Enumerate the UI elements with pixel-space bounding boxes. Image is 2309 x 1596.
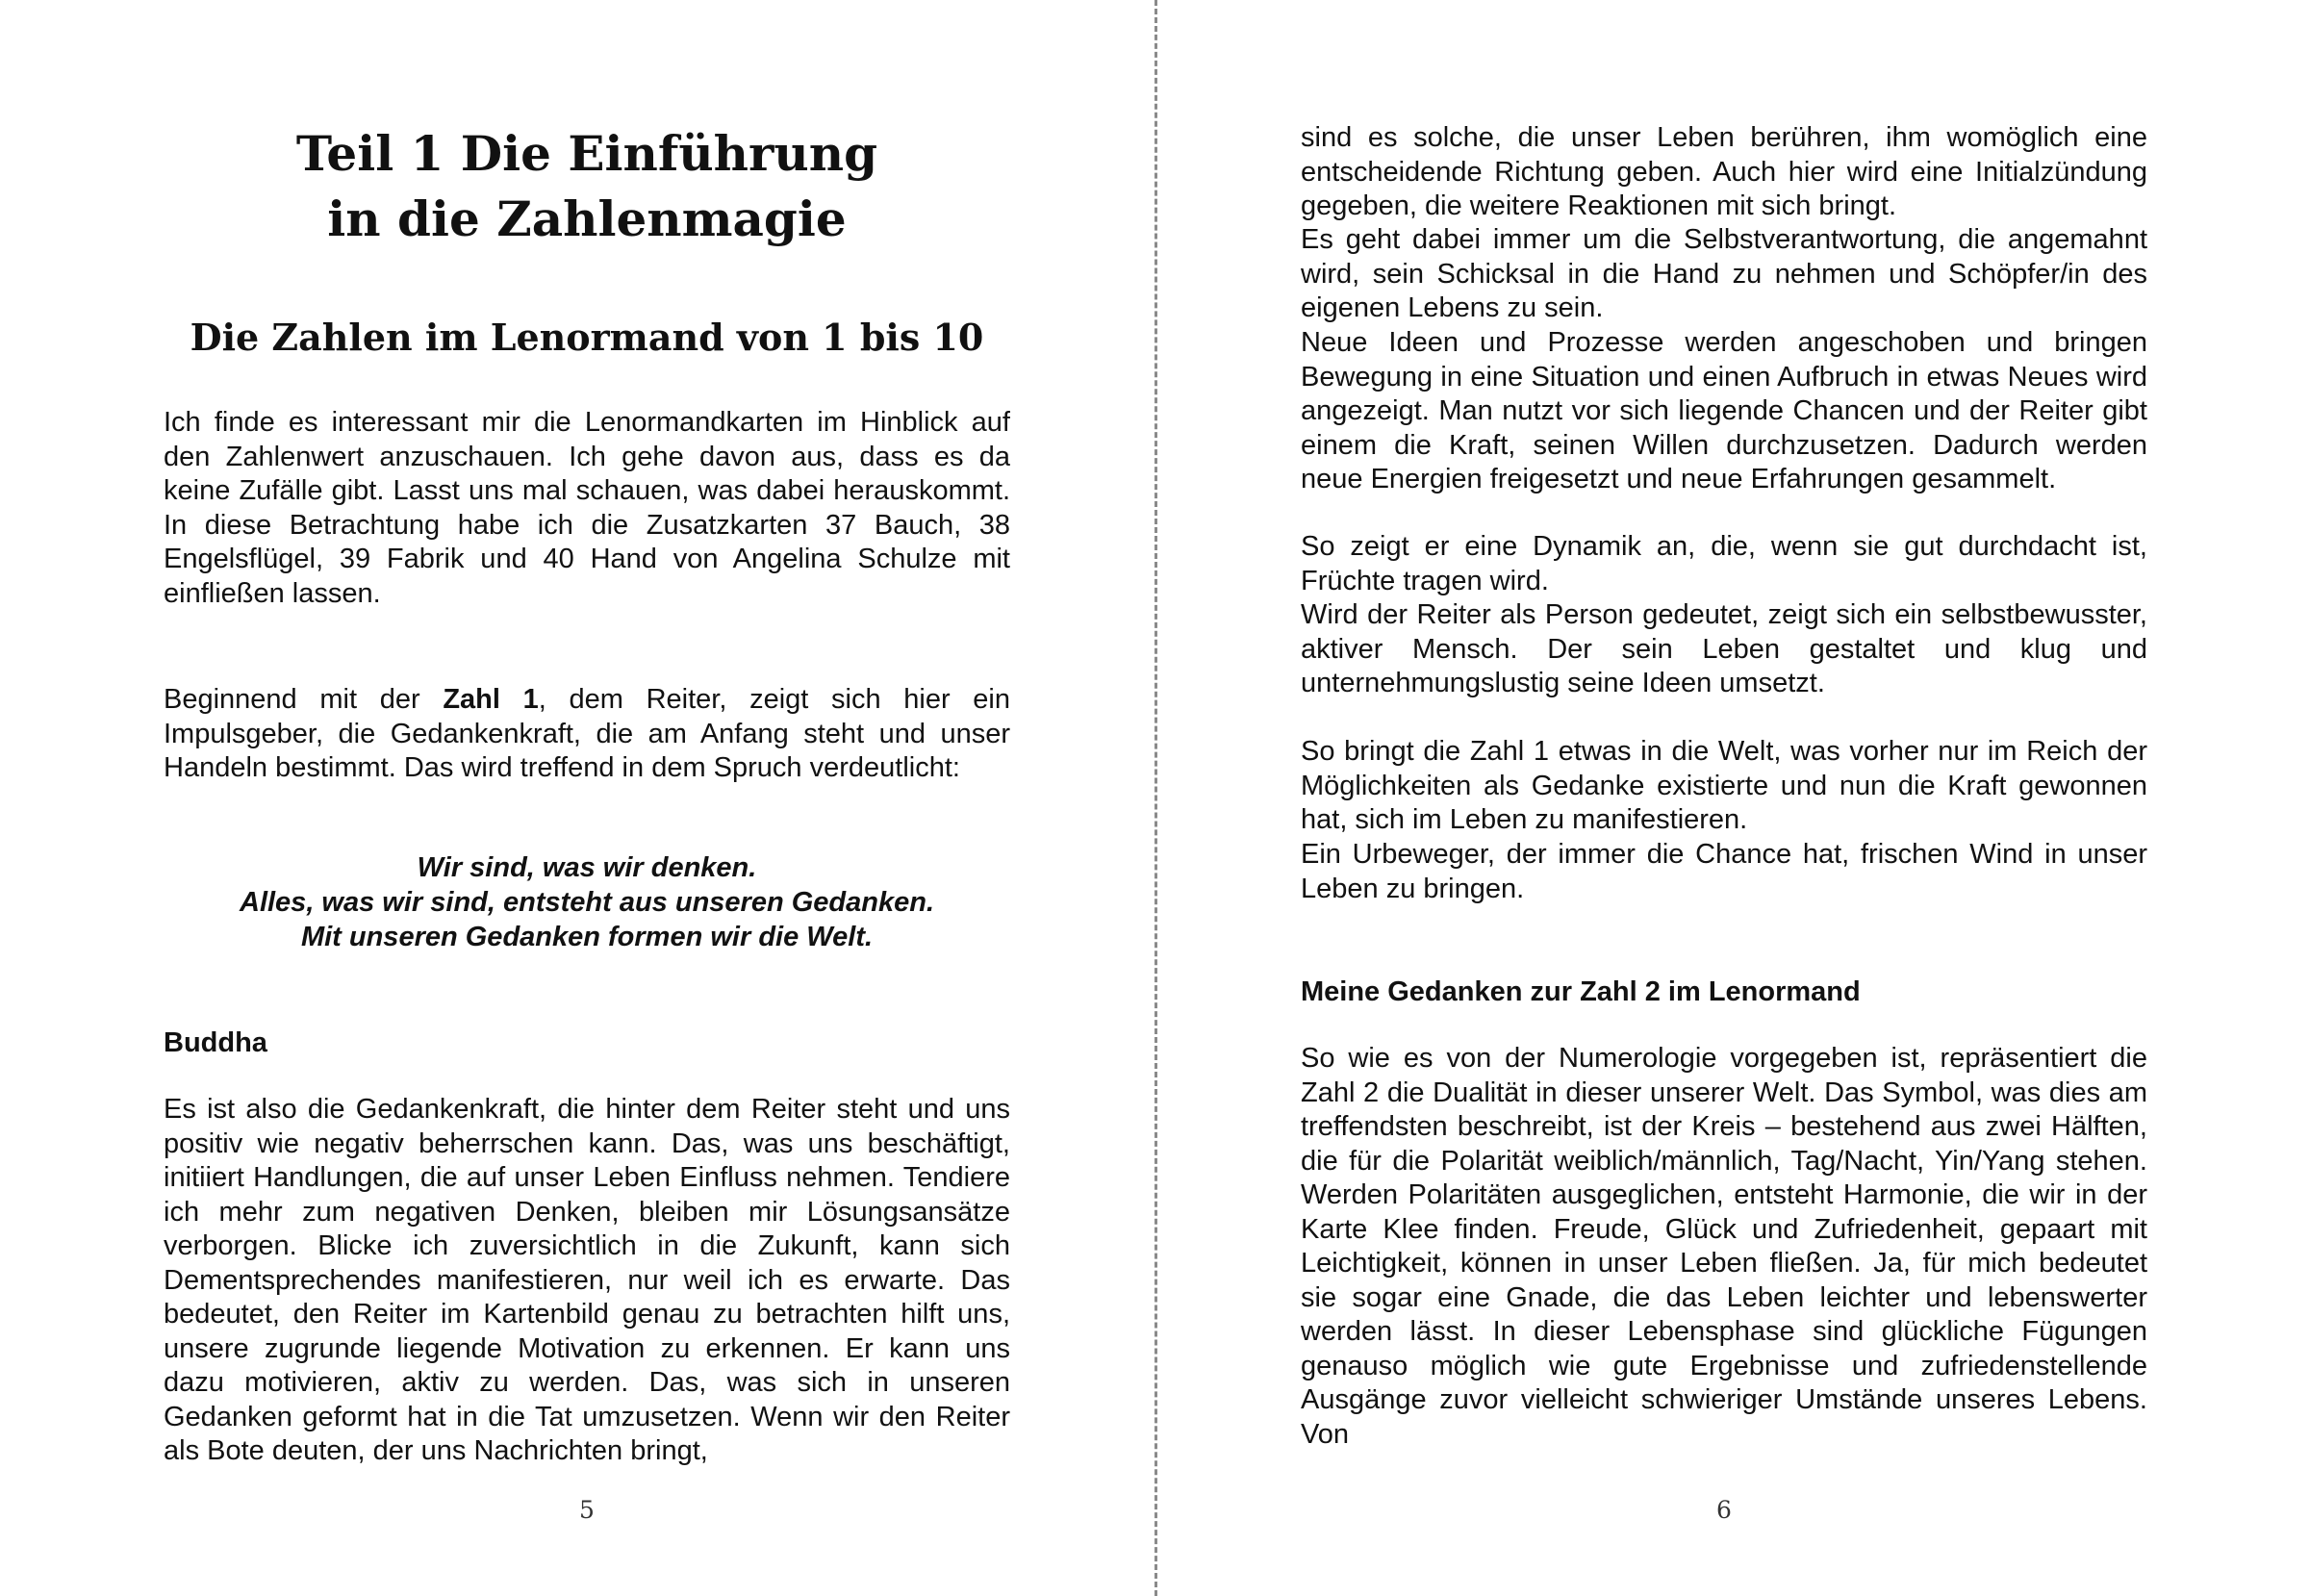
right-paragraph-2: Es geht dabei immer um die Selbstverantwortung, die angemahnt wird, sein Schicksal in die Hand zu nehmen und Schöpfer/in des eigenen Lebens zu sein. [1301,224,2147,323]
paragraph-gedankenkraft: Es ist also die Gedankenkraft, die hinter dem Reiter steht und uns positiv wie negativ beherrschen kann. Das, was uns beschäftigt, initiiert Handlungen, die auf unser Leben Einfluss nehmen. Tendiere ich mehr zum negativen Denken, bleiben mir Lösungsansätze verborgen. Blicke ich zuversichtlich in die Zukunft, kann sich Dementsprechendes manifestieren, nur weil ich es erwarte. Das bedeutet, den Reiter im Kartenbild genau zu betrachten hilft uns, unsere zugrunde liegende Motivation zu erkennen. Er kann uns dazu motivieren, aktiv zu werden. Das, was sich in unseren Gedanken geformt hat in die Tat umzusetzen. Wenn wir den Reiter als Bote deuten, der uns Nachrichten bringt, [164,1094,1010,1466]
paragraph-zahl-2: So wie es von der Numerologie vorgegeben ist, repräsentiert die Zahl 2 die Dualität in dieser unserer Welt. Das Symbol, was dies am treffendsten beschreibt, ist der Kreis – bestehend aus zwei Hälften, die für die Polarität weiblich/männlich, Tag/Nacht, Yin/Yang stehen. Werden Polaritäten ausgeglichen, entsteht Harmonie, die wir in der Karte Klee finden. Freude, Glück und Zufriedenheit, gepaart mit Leichtigkeit, können in unser Leben fließen. Ja, für mich bedeutet sie sogar eine Gnade, die das Leben leichter und lebenswerter werden lässt. In dieser Lebensphase sind glückliche Fügungen genauso möglich wie gute Ergebnisse und zufriedenstellende Ausgänge zuvor vielleicht schwieriger Umstände unseres Lebens. Von [1301,1043,2147,1450]
chapter-title-line-2: in die Zahlenmagie [327,190,847,247]
right-paragraph-7: Ein Urbeweger, der immer die Chance hat, frischen Wind in unser Leben zu bringen. [1301,839,2147,904]
zahl-1-emphasis: Zahl 1 [443,684,539,715]
paragraph-zahl-1-rest: , dem Reiter, zeigt sich hier ein Impulsgeber, die Gedankenkraft, die am Anfang steht und unser Handeln bestimmt. Das wird treffend in dem Spruch verdeutlicht: [164,684,1011,783]
right-paragraph-1: sind es solche, die unser Leben berühren, ihm womöglich eine entscheidende Richtung geben. Auch hier wird eine Initialzündung gegeben, die weitere Reaktionen mit sich bringt. [1301,122,2147,221]
page-number-right: 6 [1716,1496,1732,1524]
intro-paragraph: Ich finde es interessant mir die Lenormandkarten im Hinblick auf den Zahlenwert anzuschauen. Ich gehe davon aus, dass es da keine Zufälle gibt. Lasst uns mal schauen, was dabei herauskommt. In diese Betrachtung habe ich die Zusatzkarten 37 Bauch, 38 Engelsflügel, 39 Fabrik und 40 Hand von Angelina Schulze mit einfließen lassen. [164,407,1010,609]
right-page [1301,0,2147,1596]
chapter-title-line-1: Teil 1 Die Einführung [295,125,878,182]
quote-author: Buddha [164,1027,267,1058]
quote-line-3: Mit unseren Gedanken formen wir die Welt. [300,922,874,952]
paragraph-zahl-1 [164,683,1010,786]
page-number-left: 5 [579,1496,595,1524]
quote-line-1: Wir sind, was wir denken. [417,852,757,883]
right-paragraph-5: Wird der Reiter als Person gedeutet, zeigt sich ein selbstbewusster, aktiver Mensch. Der sein Leben gestaltet und klug und unternehmungslustig seine Ideen umsetzt. [1301,599,2147,698]
chapter-title [164,121,1010,252]
quote-line-2: Alles, was wir sind, entsteht aus unseren Gedanken. [240,887,934,918]
paragraph-zahl-1-start: Beginnend mit der [164,684,444,715]
right-paragraph-6: So bringt die Zahl 1 etwas in die Welt, was vorher nur im Reich der Möglichkeiten als Gedanke existierte und nun die Kraft gewonnen hat, sich im Leben zu manifestieren. [1301,736,2147,835]
right-paragraph-3: Neue Ideen und Prozesse werden angeschoben und bringen Bewegung in eine Situation und einen Aufbruch in etwas Neues wird angezeigt. Man nutzt vor sich liegende Chancen und der Reiter gibt einem die Kraft, seinen Willen durchzusetzen. Dadurch werden neue Energien freigesetzt und neue Erfahrungen gesammelt. [1301,327,2147,494]
left-page [164,0,1010,1596]
section-title: Die Zahlen im Lenormand von 1 bis 10 [190,316,984,359]
page-divider [1154,0,1157,1596]
right-paragraph-4: So zeigt er eine Dynamik an, die, wenn sie gut durchdacht ist, Früchte tragen wird. [1301,531,2147,596]
buddha-quote [164,850,1010,954]
zahl-2-heading: Meine Gedanken zur Zahl 2 im Lenormand [1301,976,1861,1007]
